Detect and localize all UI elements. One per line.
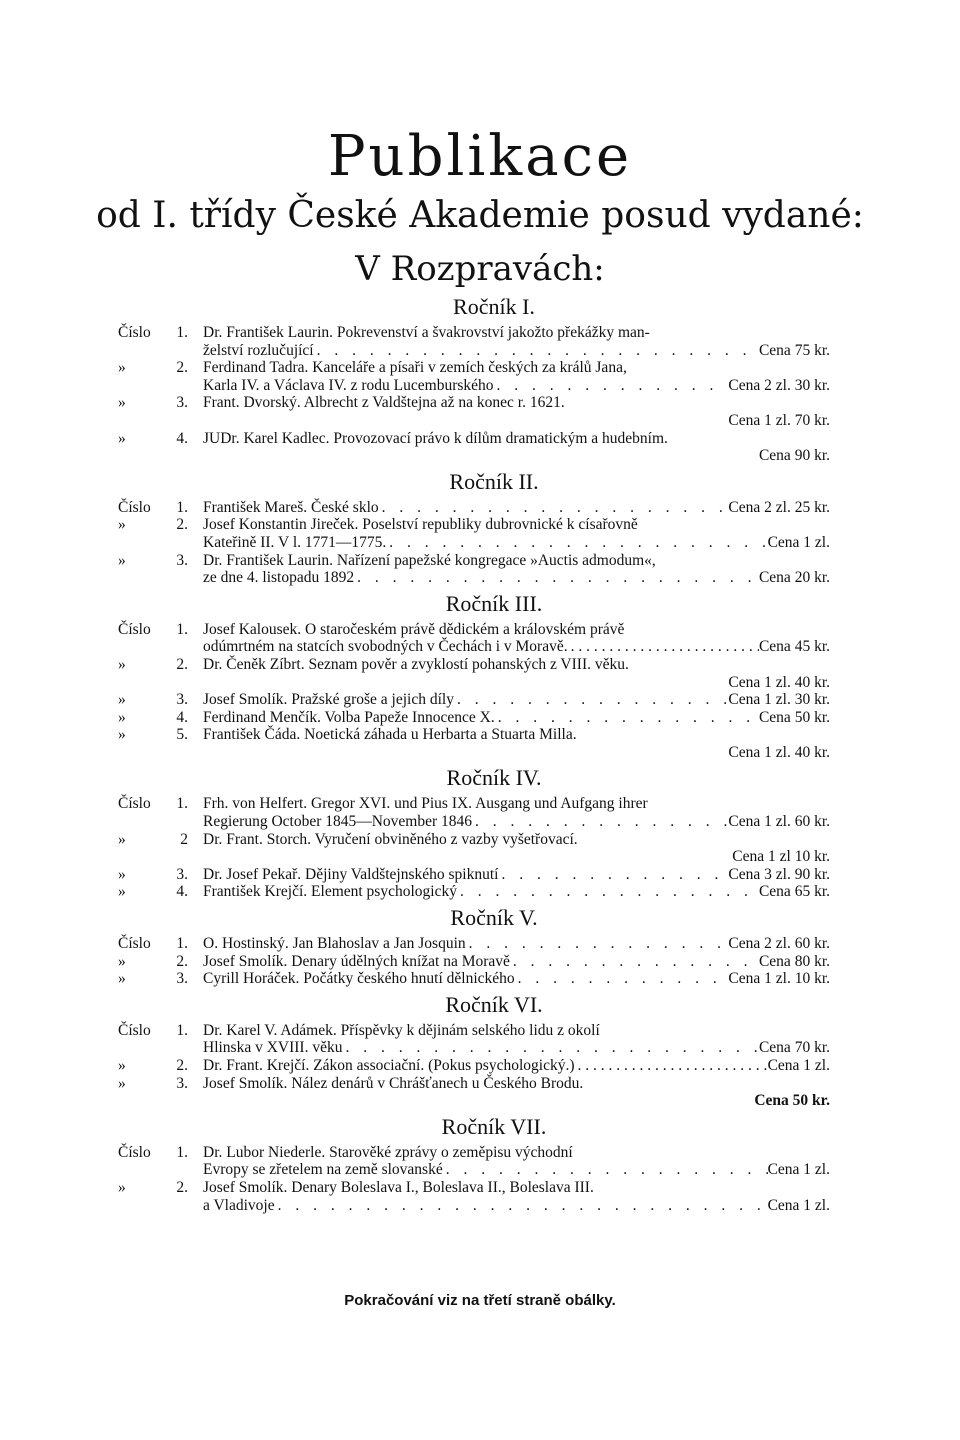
entry-text: František Mareš. České sklo [203,498,379,516]
section-title: V Rozpravách: [355,249,605,289]
entry-number: 1. [176,935,188,953]
entry-text: Dr. Karel V. Adámek. Příspěvky k dějinám selského lidu z okolí [203,1021,600,1039]
entry-text: Dr. Josef Pekař. Dějiny Valdštejnského spiknutí [203,865,499,883]
entry-text: František Krejčí. Element psychologický [203,883,457,901]
entry-label: » [118,1057,126,1074]
entry-price: Cena 1 zl. 40 kr. [728,673,830,691]
list-item [118,1179,830,1214]
list-item [118,691,830,709]
entry-text: Dr. Čeněk Zíbrt. Seznam pověr a zvyklostí pohanských z VIII. věku. [203,655,629,673]
entry-label: Číslo [118,324,151,341]
entry-number: 3. [176,1074,188,1092]
entry-label: Číslo [118,935,151,953]
entry-text: želství rozlučující [203,341,314,359]
entry-price: Cena 80 kr. [758,952,830,970]
entry-number: 4. [176,883,188,901]
entry-text: Dr. Frant. Storch. Vyručení obviněného z vazby vyšetřovací. [203,830,578,848]
list-item [118,1022,830,1057]
list-item [118,883,830,901]
volume-heading: Ročník I. [453,294,535,319]
entry-number: 2. [176,952,188,970]
entry-text: Frant. Dvorský. Albrecht z Valdštejna až na konec r. 1621. [203,394,565,412]
entry-price: Cena 2 zl. 25 kr. [728,498,830,516]
list-item [118,621,830,656]
entry-text: Regierung October 1845—November 1846 [203,813,473,831]
entry-price: Cena 50 kr. [758,708,830,726]
entry-label: » [118,1178,126,1196]
entry-price: Cena 50 kr. [754,1092,830,1110]
entry-text: Josef Smolík. Denary údělných knížat na Moravě [203,952,510,970]
entry-text: Ferdinand Tadra. Kanceláře a písaři v zemích českých za králů Jana, [203,359,627,377]
entry-label: » [118,1074,126,1092]
entry-number: 1. [176,620,188,638]
entry-text: a Vladivoje [203,1196,275,1214]
list-item [118,359,830,394]
entry-price: Cena 1 zl. [767,533,830,551]
list-item [118,1144,830,1179]
list-item [118,394,830,429]
list-item [118,430,830,465]
list-item [118,935,830,953]
list-item [118,726,830,761]
entry-price: Cena 1 zl. 30 kr. [728,691,830,709]
entry-label: Číslo [118,1143,151,1161]
entry-number: 1. [176,795,188,813]
entry-label: » [118,883,126,901]
entry-price: Cena 1 zl. 70 kr. [728,411,830,429]
entry-price: Cena 1 zl. 40 kr. [728,743,830,761]
entry-text: Frh. von Helfert. Gregor XVI. und Pius IX. Ausgang und Aufgang ihrer [203,795,648,813]
continuation-note: Pokračování viz na třetí straně obálky. [344,1292,616,1309]
entry-number: 4. [176,708,188,726]
volume-heading: Ročník IV. [446,765,542,791]
entry-label: » [118,726,126,744]
entry-text: Dr. František Laurin. Nařízení papežské kongregace »Auctis admodum«, [203,551,656,569]
entry-price: Cena 1 zl. [767,1057,830,1074]
list-item [118,831,830,866]
entry-text: Josef Konstantin Jireček. Poselství republiky dubrovnické k císařovně [203,516,638,534]
entry-label: » [118,865,126,883]
entry-price: Cena 1 zl. [767,1161,830,1179]
entry-number: 2. [176,655,188,673]
entry-text: Ferdinand Menčík. Volba Papeže Innocence X. [203,708,495,726]
entry-label: Číslo [118,620,151,638]
entry-price: Cena 70 kr. [758,1039,830,1057]
volume-heading: Ročník V. [450,905,538,931]
entry-price: Cena 1 zl. 10 kr. [728,970,830,988]
publication-list [118,290,830,1214]
volume-heading: Ročník VI. [445,991,543,1017]
list-item [118,1075,830,1110]
volume-heading: Ročník II. [449,468,539,494]
entry-label: » [118,551,126,569]
page-title: Publikace [327,124,633,189]
entry-text: Josef Smolík. Denary Boleslava I., Boleslava II., Boleslava III. [203,1178,594,1196]
entry-text: Kateřině II. V l. 1771—1775. [203,533,387,551]
entry-number: 1. [176,324,188,341]
entry-price: Cena 65 kr. [758,883,830,901]
entry-price: Cena 1 zl 10 kr. [732,848,830,866]
list-item [118,970,830,988]
entry-label: Číslo [118,1021,151,1039]
entry-price: Cena 2 zl. 30 kr. [728,376,830,394]
entry-price: Cena 1 zl. [767,1196,830,1214]
list-item [118,1057,830,1075]
entry-price: Cena 3 zl. 90 kr. [728,865,830,883]
entry-price: Cena 1 zl. 60 kr. [728,813,830,831]
entry-text: JUDr. Karel Kadlec. Provozovací právo k dílům dramatickým a hudebním. [203,429,668,447]
entry-label: » [118,655,126,673]
entry-label: » [118,708,126,726]
entry-label: » [118,691,126,709]
volume-heading: Ročník III. [445,590,543,616]
entry-number: 1. [176,498,188,516]
list-item [118,552,830,587]
entry-text: Josef Kalousek. O staročeském právě dědickém a královském právě [203,620,625,638]
list-item [118,953,830,971]
list-item [118,709,830,727]
entry-text: František Čáda. Noetická záhada u Herbarta a Stuarta Milla. [203,726,577,744]
volume-heading: Ročník VII. [441,1113,547,1139]
entry-text: odúmrtném na statcích svobodných v Čechách i v Moravě. [203,638,568,656]
entry-text: Hlinska v XVIII. věku [203,1039,343,1057]
entry-number: 1. [176,1143,188,1161]
entry-label: » [118,952,126,970]
entry-price: Cena 20 kr. [758,569,830,587]
page-subtitle: od I. třídy České Akademie posud vydané: [96,195,864,236]
entry-text: Dr. František Laurin. Pokrevenství a švakrovství jakožto překážky man- [203,324,650,341]
entry-number: 4. [176,429,188,447]
list-item [118,866,830,884]
entry-number: 3. [176,691,188,709]
entry-text: Josef Smolík. Nález denárů v Chrášťanech u Českého Brodu. [203,1074,584,1092]
entry-price: Cena 75 kr. [758,341,830,359]
entry-label: Číslo [118,498,151,516]
list-item [118,324,830,359]
entry-text: Dr. Frant. Krejčí. Zákon associační. (Pokus psychologický.) [203,1057,575,1074]
entry-text: ze dne 4. listopadu 1892 [203,569,355,587]
entry-number: 2 [180,830,188,848]
entry-number: 5. [176,726,188,744]
entry-label: » [118,830,126,848]
entry-number: 2. [176,1178,188,1196]
list-item [118,499,830,517]
entry-price: Cena 2 zl. 60 kr. [728,935,830,953]
list-item [118,516,830,551]
entry-number: 3. [176,865,188,883]
entry-label: » [118,429,126,447]
entry-text: Dr. Lubor Niederle. Starověké zprávy o zeměpisu východní [203,1143,573,1161]
entry-price: Cena 45 kr. [758,638,830,656]
entry-number: 2. [176,359,188,377]
entry-label: » [118,359,126,377]
entry-text: Karla IV. a Václava IV. z rodu Lucemburského [203,376,494,394]
entry-text: O. Hostinský. Jan Blahoslav a Jan Josquin [203,935,466,953]
entry-label: » [118,970,126,988]
entry-label: » [118,394,126,412]
entry-text: Evropy se zřetelem na země slovanské [203,1161,443,1179]
entry-number: 3. [176,394,188,412]
entry-number: 2. [176,516,188,534]
list-item [118,795,830,830]
entry-text: Josef Smolík. Pražské groše a jejich díly [203,691,454,709]
entry-text: Cyrill Horáček. Počátky českého hnutí dělnického [203,970,515,988]
entry-label: Číslo [118,795,151,813]
list-item [118,656,830,691]
entry-number: 1. [176,1021,188,1039]
entry-price: Cena 90 kr. [758,447,830,465]
entry-number: 3. [176,970,188,988]
entry-number: 3. [176,551,188,569]
entry-label: » [118,516,126,534]
entry-number: 2. [176,1057,188,1074]
